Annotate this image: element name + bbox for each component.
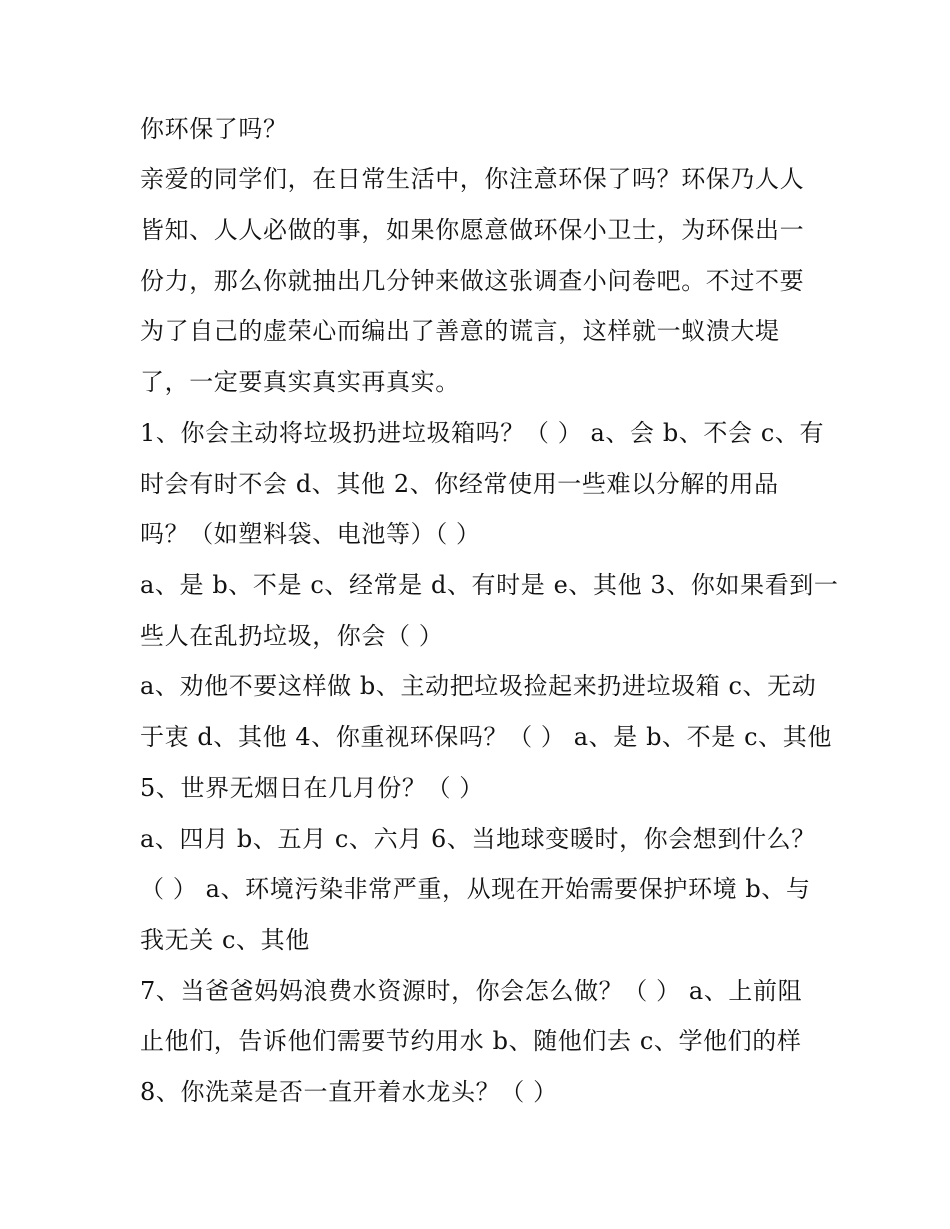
text-line: 时会有时不会 d、其他 2、你经常使用一些难以分解的用品 bbox=[140, 470, 779, 498]
question-7: 7、当爸爸妈妈浪费水资源时，你会怎么做？（ ） a、上前阻 bbox=[140, 977, 803, 1005]
text-line: a、劝他不要这样做 b、主动把垃圾捡起来扔进垃圾箱 c、无动 bbox=[140, 672, 817, 700]
text-line: 为了自己的虚荣心而编出了善意的谎言，这样就一蚁溃大堤 bbox=[140, 317, 780, 345]
text-line: 皆知、人人必做的事，如果你愿意做环保小卫士，为环保出一 bbox=[140, 216, 805, 244]
text-line: 于衷 d、其他 4、你重视环保吗？（ ） a、是 b、不是 c、其他 bbox=[140, 723, 832, 751]
text-line: 份力，那么你就抽出几分钟来做这张调查小问卷吧。不过不要 bbox=[140, 267, 805, 295]
question-5: 5、世界无烟日在几月份？（ ） bbox=[140, 774, 484, 802]
document-title: 你环保了吗？ bbox=[140, 115, 288, 143]
text-line: （ ） a、环境污染非常严重，从现在开始需要保护环境 b、与 bbox=[140, 875, 811, 903]
text-line: 吗？（如塑料袋、电池等）（ ） bbox=[140, 520, 481, 548]
text-line: 亲爱的同学们，在日常生活中，你注意环保了吗？环保乃人人 bbox=[140, 165, 805, 193]
text-line: 些人在乱扔垃圾，你会（ ） bbox=[140, 622, 444, 650]
question-8: 8、你洗菜是否一直开着水龙头？（ ） bbox=[140, 1078, 558, 1106]
text-line: a、四月 b、五月 c、六月 6、当地球变暖时，你会想到什么？ bbox=[140, 825, 816, 853]
question-1: 1、你会主动将垃圾扔进垃圾箱吗？（ ） a、会 b、不会 c、有 bbox=[140, 419, 825, 447]
text-line: 了，一定要真实真实再真实。 bbox=[140, 368, 460, 396]
text-line: 止他们，告诉他们需要节约用水 b、随他们去 c、学他们的样 bbox=[140, 1027, 802, 1055]
text-line: a、是 b、不是 c、经常是 d、有时是 e、其他 3、你如果看到一 bbox=[140, 571, 839, 599]
text-line: 我无关 c、其他 bbox=[140, 926, 310, 954]
